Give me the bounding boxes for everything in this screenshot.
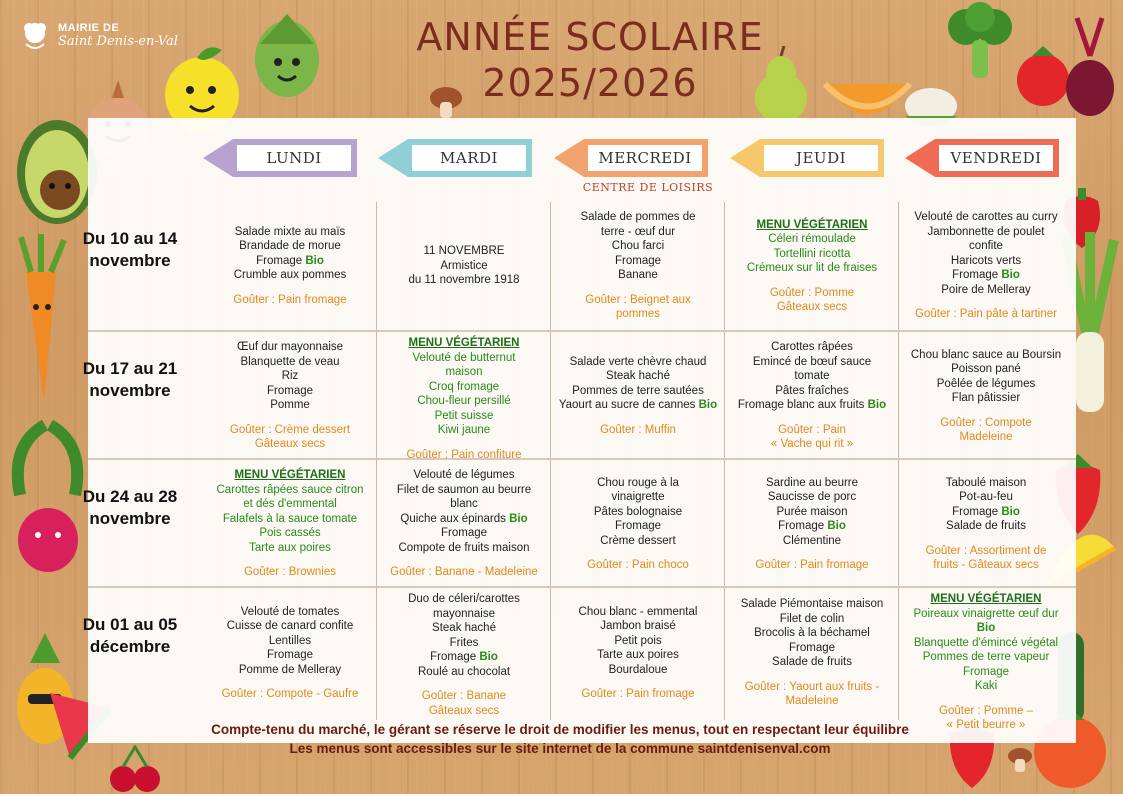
snack-line: Goûter : Compote - Gaufre (221, 688, 359, 700)
menu-cell (203, 468, 377, 580)
menu-item: Duo de céleri/carottes (408, 593, 520, 605)
menu-item (203, 254, 377, 269)
snack-line: Goûter : Compote (940, 416, 1032, 429)
snack-line: Goûter : Crème dessert (229, 423, 351, 436)
menu-item: Crémeux sur lit de fraises (746, 262, 878, 274)
menu-item: mayonnaise (432, 607, 495, 620)
bio-badge: Bio (1001, 269, 1020, 282)
menu-cell (551, 355, 725, 438)
menu-cell (725, 597, 899, 709)
logo-line1: MAIRIE DE (58, 21, 120, 34)
town-emblem-icon (18, 18, 52, 52)
spacer (551, 283, 725, 293)
snack-line: Goûter : Brownies (243, 566, 337, 579)
menu-item: Fromage (266, 384, 314, 397)
snack-line: Goûter : Pomme (769, 286, 855, 299)
snack-line: Madeleine (785, 695, 839, 708)
vegetarian-menu-title: MENU VÉGÉTARIEN (234, 469, 346, 482)
menu-item: Blanquette de veau (240, 355, 340, 368)
menu-item: Céleri rémoulade (768, 233, 856, 245)
menu-cell (725, 340, 899, 452)
mairie-logo (18, 18, 178, 52)
menu-item: Chou-fleur persillé (417, 395, 511, 407)
menu-item (899, 268, 1073, 283)
week-label (70, 486, 190, 530)
mushroom-icon (428, 84, 464, 120)
menu-item-text: Yaourt au sucre de cannes (558, 399, 699, 412)
menu-cell (203, 225, 377, 308)
menu-item-text: Quiche aux épinards (400, 512, 510, 525)
menu-item (725, 519, 899, 534)
snack-line: « Vache qui rit » (770, 438, 854, 451)
menu-cell (725, 218, 899, 315)
menu-item: Tortellini ricotta (773, 247, 851, 260)
menu-cell (899, 348, 1073, 445)
menu-item: Fromage (614, 520, 662, 532)
menu-item: Pommes de terre vapeur (922, 651, 1050, 663)
spacer (899, 297, 1073, 307)
snack-line: Goûter : Pain pâte à tartiner (915, 308, 1057, 321)
spacer (203, 677, 377, 687)
menu-item: confite (969, 240, 1003, 253)
menu-item: Riz (281, 370, 299, 383)
menu-item: Roulé au chocolat (417, 665, 511, 678)
snack-line: pommes (615, 308, 661, 321)
day-header-mardi (378, 139, 532, 177)
menu-item: Filet de saumon au beurre (396, 483, 532, 496)
row-divider (88, 586, 1076, 588)
menu-item: Filet de colin (779, 612, 845, 625)
week-label (70, 614, 190, 658)
menu-item: Flan pâtissier (951, 392, 1021, 404)
menu-item: Kiwi jaune (437, 424, 491, 436)
pear-icon (752, 46, 810, 124)
snack-line: Goûter : Pain fromage (581, 688, 695, 700)
snack-line: Goûter : Banane (421, 690, 507, 702)
snack-line: Goûter : Banane - Madeleine (390, 566, 538, 579)
bio-badge: Bio (976, 622, 996, 634)
menu-item: Sardine au beurre (765, 476, 859, 489)
menu-cell (899, 476, 1073, 573)
footer-line2: Les menus sont accessibles sur le site internet de la commune saintdenisenval.com (289, 741, 831, 756)
day-header-jeudi (730, 139, 884, 177)
menu-item: Crème dessert (600, 534, 676, 547)
spacer (203, 413, 377, 423)
week-label-line: Du 17 au 21 (82, 359, 178, 378)
spacer (377, 679, 551, 689)
day-label: MARDI (440, 149, 498, 167)
menu-item-text: Fromage (952, 269, 1002, 282)
logo-line2: Saint Denis-en-Val (58, 33, 178, 49)
menu-item-text: Fromage (778, 520, 828, 532)
snack-line: Goûter : Pain (778, 423, 846, 436)
menu-item: Taboulé maison (945, 476, 1027, 489)
spacer (725, 413, 899, 423)
menu-item: Velouté de légumes (413, 469, 515, 482)
snack-line: Madeleine (959, 431, 1013, 443)
menu-item: Poire de Melleray (941, 283, 1031, 296)
menu-item (725, 398, 899, 413)
menu-item: Salade Piémontaise maison (740, 598, 884, 611)
menu-item: Tarte aux poires (597, 649, 679, 661)
menu-cell (377, 336, 551, 462)
menu-item: tomate (794, 370, 830, 383)
broccoli-icon (944, 2, 1019, 82)
menu-item: Lentilles (268, 634, 312, 647)
day-header-mercredi (554, 139, 708, 177)
snack-line: Gâteaux secs (776, 301, 848, 313)
menu-item (899, 505, 1073, 520)
spacer (551, 413, 725, 423)
menu-item: Cuisse de canard confite (226, 620, 354, 632)
vegetarian-menu-title: MENU VÉGÉTARIEN (930, 593, 1042, 605)
snack-line: Gâteaux secs (428, 704, 500, 717)
menu-cell (551, 476, 725, 573)
week-label-line: Du 10 au 14 (82, 229, 178, 248)
footer (140, 720, 980, 758)
menu-item: Salade de pommes de (580, 211, 696, 224)
menu-item: Pot-au-feu (959, 491, 1013, 503)
menu-item (377, 650, 551, 665)
menu-item (377, 512, 551, 527)
menu-item: Pois cassés (259, 527, 321, 540)
menu-item: Salade de fruits (946, 520, 1026, 532)
menu-item: Fromage (266, 649, 314, 661)
week-label-line: Du 24 au 28 (82, 487, 178, 506)
spacer (899, 694, 1073, 704)
bio-badge: Bio (305, 254, 324, 267)
day-header-lundi (203, 139, 357, 177)
menu-item: Jambon braisé (600, 620, 676, 632)
menu-item: Compote de fruits maison (398, 541, 530, 554)
small-mushroom-icon (1006, 746, 1034, 774)
menu-item: Pâtes fraîches (775, 384, 849, 397)
snack-line: Goûter : Beignet aux (585, 293, 691, 306)
menu-item: Brandade de morue (239, 240, 341, 253)
menu-item: Carottes râpées (771, 341, 853, 354)
menu-item: Fromage (440, 527, 488, 540)
menu-item: Petit pois (614, 634, 662, 647)
spacer (725, 276, 899, 286)
bio-badge: Bio (1001, 505, 1020, 518)
menu-item: Steak haché (606, 370, 670, 383)
menu-item: Tarte aux poires (249, 541, 331, 554)
menu-item: 11 NOVEMBRE (423, 245, 505, 258)
row-divider (88, 330, 1076, 332)
snack-line: fruits - Gâteaux secs (933, 559, 1039, 571)
menu-item: Haricots verts (950, 254, 1022, 267)
snack-line: Goûter : Yaourt aux fruits - (744, 680, 880, 693)
menu-item (899, 621, 1073, 636)
spacer (377, 438, 551, 448)
week-label-line: décembre (89, 637, 171, 656)
spacer (899, 534, 1073, 544)
carrot-icon (6, 232, 76, 407)
vegetarian-menu-title: MENU VÉGÉTARIEN (756, 218, 868, 231)
week-label-line: novembre (89, 509, 171, 528)
spacer (203, 283, 377, 293)
week-label (70, 358, 190, 402)
day-label: JEUDI (795, 149, 847, 167)
menu-cell (377, 468, 551, 580)
menu-item: Brocolis à la béchamel (754, 627, 870, 640)
spacer (377, 555, 551, 565)
week-label-line: novembre (89, 251, 171, 270)
spacer (203, 555, 377, 565)
menu-item: Banane (618, 269, 658, 282)
menu-item-text: Fromage (430, 651, 480, 663)
spacer (551, 548, 725, 558)
centre-de-loisirs-note: CENTRE DE LOISIRS (582, 181, 714, 194)
snack-line: Goûter : Pain confiture (406, 448, 522, 461)
menu-cell (203, 340, 377, 452)
menu-item (551, 398, 725, 413)
week-label (70, 228, 190, 272)
menu-item-text: Fromage blanc aux fruits (737, 399, 868, 412)
menu-item: Salade de fruits (772, 656, 852, 669)
menu-item: blanc (450, 498, 478, 511)
menu-item: Pomme de Melleray (238, 663, 342, 676)
day-label: VENDREDI (950, 149, 1042, 167)
menu-item: Fromage (962, 665, 1010, 678)
week-label-line: Du 01 au 05 (82, 615, 178, 634)
menu-item: Purée maison (776, 505, 848, 518)
menu-item: Croq fromage (428, 380, 500, 393)
menu-item-text: Fromage (952, 505, 1002, 518)
bio-badge: Bio (867, 399, 887, 412)
menu-item: Œuf dur mayonnaise (236, 341, 344, 354)
snack-line: Goûter : Pain fromage (755, 559, 869, 571)
menu-item: du 11 novembre 1918 (408, 274, 520, 287)
menu-item: Blanquette d'émincé végétal (913, 636, 1059, 649)
menu-item: Saucisse de porc (767, 491, 857, 503)
menu-item: Petit suisse (434, 409, 494, 422)
menu-item: terre - œuf dur (600, 225, 676, 238)
menu-cell (725, 476, 899, 573)
menu-cell (377, 592, 551, 718)
vegetarian-menu-title: MENU VÉGÉTARIEN (408, 337, 520, 349)
bio-badge: Bio (827, 520, 846, 532)
spacer (725, 548, 899, 558)
menu-item: Bourdaloue (608, 663, 668, 676)
menu-item: Frites (449, 636, 479, 649)
footer-line1: Compte-tenu du marché, le gérant se réserve le droit de modifier les menus, tout en respectant leur équilibre (211, 722, 909, 737)
menu-item: Steak haché (432, 622, 496, 634)
snack-line: « Petit beurre » (946, 719, 1026, 731)
menu-item: Kaki (974, 680, 998, 692)
bio-badge: Bio (479, 651, 498, 663)
menu-item: Poisson pané (951, 363, 1021, 375)
menu-item: Poireaux vinaigrette œuf dur (913, 607, 1059, 620)
menu-item: Chou blanc - emmental (578, 605, 698, 618)
menu-item: Salade verte chèvre chaud (569, 355, 707, 368)
snack-line: Goûter : Assortiment de (925, 544, 1047, 557)
snack-line: Goûter : Pain fromage (233, 293, 347, 306)
menu-item: Salade mixte au maïs (234, 225, 346, 238)
snack-line: Goûter : Pomme – (939, 704, 1033, 717)
menu-item: Pommes de terre sautées (572, 384, 704, 397)
menu-item: Velouté de butternut (412, 351, 516, 364)
menu-item: Velouté de tomates (240, 605, 340, 618)
menu-item: Chou rouge à la (597, 476, 679, 489)
snack-line: Goûter : Pain choco (587, 559, 689, 571)
day-header-vendredi (905, 139, 1059, 177)
menu-item: Poêlée de légumes (936, 377, 1036, 390)
menu-cell (899, 592, 1073, 733)
bio-badge: Bio (698, 399, 718, 412)
menu-item: Fromage (614, 254, 662, 267)
menu-item: Pâtes bolognaise (593, 505, 683, 518)
menu-item: Fromage (788, 641, 836, 654)
artichoke-icon (250, 4, 325, 114)
menu-item: Crumble aux pommes (233, 269, 347, 282)
menu-cell (551, 605, 725, 702)
spacer (551, 677, 725, 687)
menu-item: Pomme (270, 399, 310, 412)
menu-item: vinaigrette (611, 491, 665, 503)
snack-line: Goûter : Muffin (600, 423, 676, 436)
menu-item: Carottes râpées sauce citron (216, 483, 364, 496)
menu-item: et dés d'emmental (243, 498, 337, 511)
spacer (725, 670, 899, 680)
spacer (899, 406, 1073, 416)
week-label-line: novembre (89, 381, 171, 400)
menu-item: Clémentine (782, 534, 842, 547)
bio-badge: Bio (509, 512, 528, 525)
menu-item: Chou blanc sauce au Boursin (910, 348, 1062, 361)
menu-cell (899, 210, 1073, 322)
menu-item: Emincé de bœuf sauce (752, 355, 872, 368)
menu-item: Jambonnette de poulet (927, 225, 1045, 238)
menu-item: Velouté de carottes au curry (914, 211, 1058, 224)
row-divider (88, 458, 1076, 460)
menu-item: Falafels à la sauce tomate (222, 512, 358, 525)
menu-item: maison (445, 366, 483, 378)
snack-line: Gâteaux secs (254, 438, 326, 451)
menu-cell (203, 605, 377, 702)
day-label: MERCREDI (598, 149, 692, 167)
beet-icon (1062, 16, 1118, 126)
title-line1: ANNÉE SCOLAIRE (416, 15, 764, 59)
menu-cell (377, 244, 551, 288)
menu-cell (551, 210, 725, 322)
menu-item-text: Fromage (256, 254, 306, 267)
menu-item: Chou farci (611, 240, 665, 253)
title-line2: 2025/2026 (482, 61, 698, 105)
day-label: LUNDI (266, 149, 322, 167)
menu-item: Armistice (440, 259, 488, 272)
